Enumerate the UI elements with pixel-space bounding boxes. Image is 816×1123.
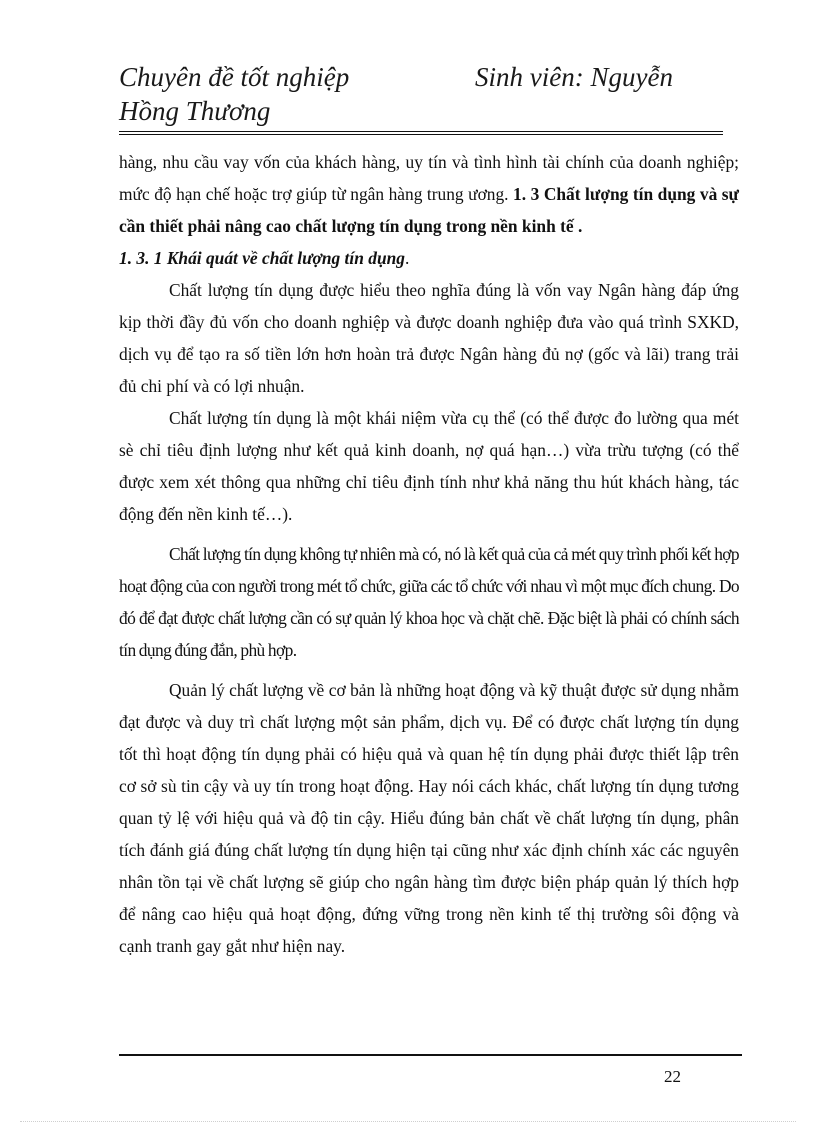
paragraph-continued	[119, 146, 739, 242]
page-bottom-edge	[20, 1121, 796, 1122]
header-student-name-continued: Hồng Thương	[119, 96, 271, 126]
paragraph-concept: Chất lượng tín dụng là một khái niệm vừa cụ thể (có thể được đo lường qua mét sè chỉ tiêu định lượng như kết quả kinh doanh, nợ quá hạn…) vừa trừu tượng (có thể được xem xét thông qua những chỉ tiêu định tính như khả năng thu hút khách hàng, tác động đến nền kinh tế…).	[119, 408, 739, 524]
page-body	[119, 146, 739, 962]
page-number: 22	[664, 1067, 681, 1086]
subsection-heading-period: .	[404, 248, 410, 268]
subsection-heading-text: 1. 3. 1 Khái quát về chất lượng tín dụng	[119, 248, 405, 268]
header-line-1	[119, 60, 723, 94]
paragraph-definition: Chất lượng tín dụng được hiểu theo nghĩa đúng là vốn vay Ngân hàng đáp ứng kịp thời đầy đủ vốn cho doanh nghiệp và được doanh nghiệp đưa vào quá trình SXKD, dịch vụ để tạo ra số tiền lớn hơn hoàn trả được Ngân hàng đủ nợ (gốc và lãi) trang trải đủ chi phí và có lợi nhuận.	[119, 280, 739, 396]
paragraph-continued-text: hàng, nhu cầu vay vốn của khách hàng, uy tín và tình hình tài chính của doanh nghiệp; mức độ hạn chế hoặc trợ giúp từ ngân hàng trung ương.	[119, 152, 739, 204]
section-heading: 1. 3 Chất lượng tín dụng và sự cần thiết phải nâng cao chất lượng tín dụng trong nền kinh tế .	[119, 184, 739, 236]
header-student-name: Sinh viên: Nguyễn	[475, 62, 673, 92]
paragraph-process: Chất lượng tín dụng không tự nhiên mà có, nó là kết quả của cả mét quy trình phối kết hợp hoạt động của con người trong mét tổ chức, giữa các tổ chức với nhau vì một mục đích chung. Do đó để đạt được chất lượng cần có sự quản lý khoa học và chặt chẽ. Đặc biệt là phải có chính sách tín dụng đúng đắn, phù hợp.	[119, 544, 739, 660]
page-header	[119, 60, 723, 128]
header-document-title: Chuyên đề tốt nghiệp	[119, 62, 350, 92]
header-double-rule	[119, 131, 723, 135]
paragraph-quality-management: Quản lý chất lượng về cơ bản là những hoạt động và kỹ thuật được sử dụng nhằm đạt được và duy trì chất lượng một sản phẩm, dịch vụ. Để có được chất lượng tín dụng tốt thì hoạt động tín dụng phải có hiệu quả và quan hệ tín dụng phải được thiết lập trên cơ sở sù tin cậy và uy tín trong hoạt động. Hay nói cách khác, chất lượng tín dụng tương quan tỷ lệ với hiệu quả và độ tin cậy. Hiểu đúng bản chất về chất lượng tín dụng, phân tích đánh giá đúng chất lượng tín dụng hiện tại cũng như xác định chính xác các nguyên nhân tồn tại về chất lượng sẽ giúp cho ngân hàng tìm được biện pháp quản lý thích hợp để nâng cao hiệu quả hoạt động, đứng vững trong nền kinh tế thị trường sôi động và cạnh tranh gay gắt như hiện nay.	[119, 680, 739, 956]
footer-rule	[119, 1054, 742, 1056]
subsection-heading	[119, 242, 739, 274]
